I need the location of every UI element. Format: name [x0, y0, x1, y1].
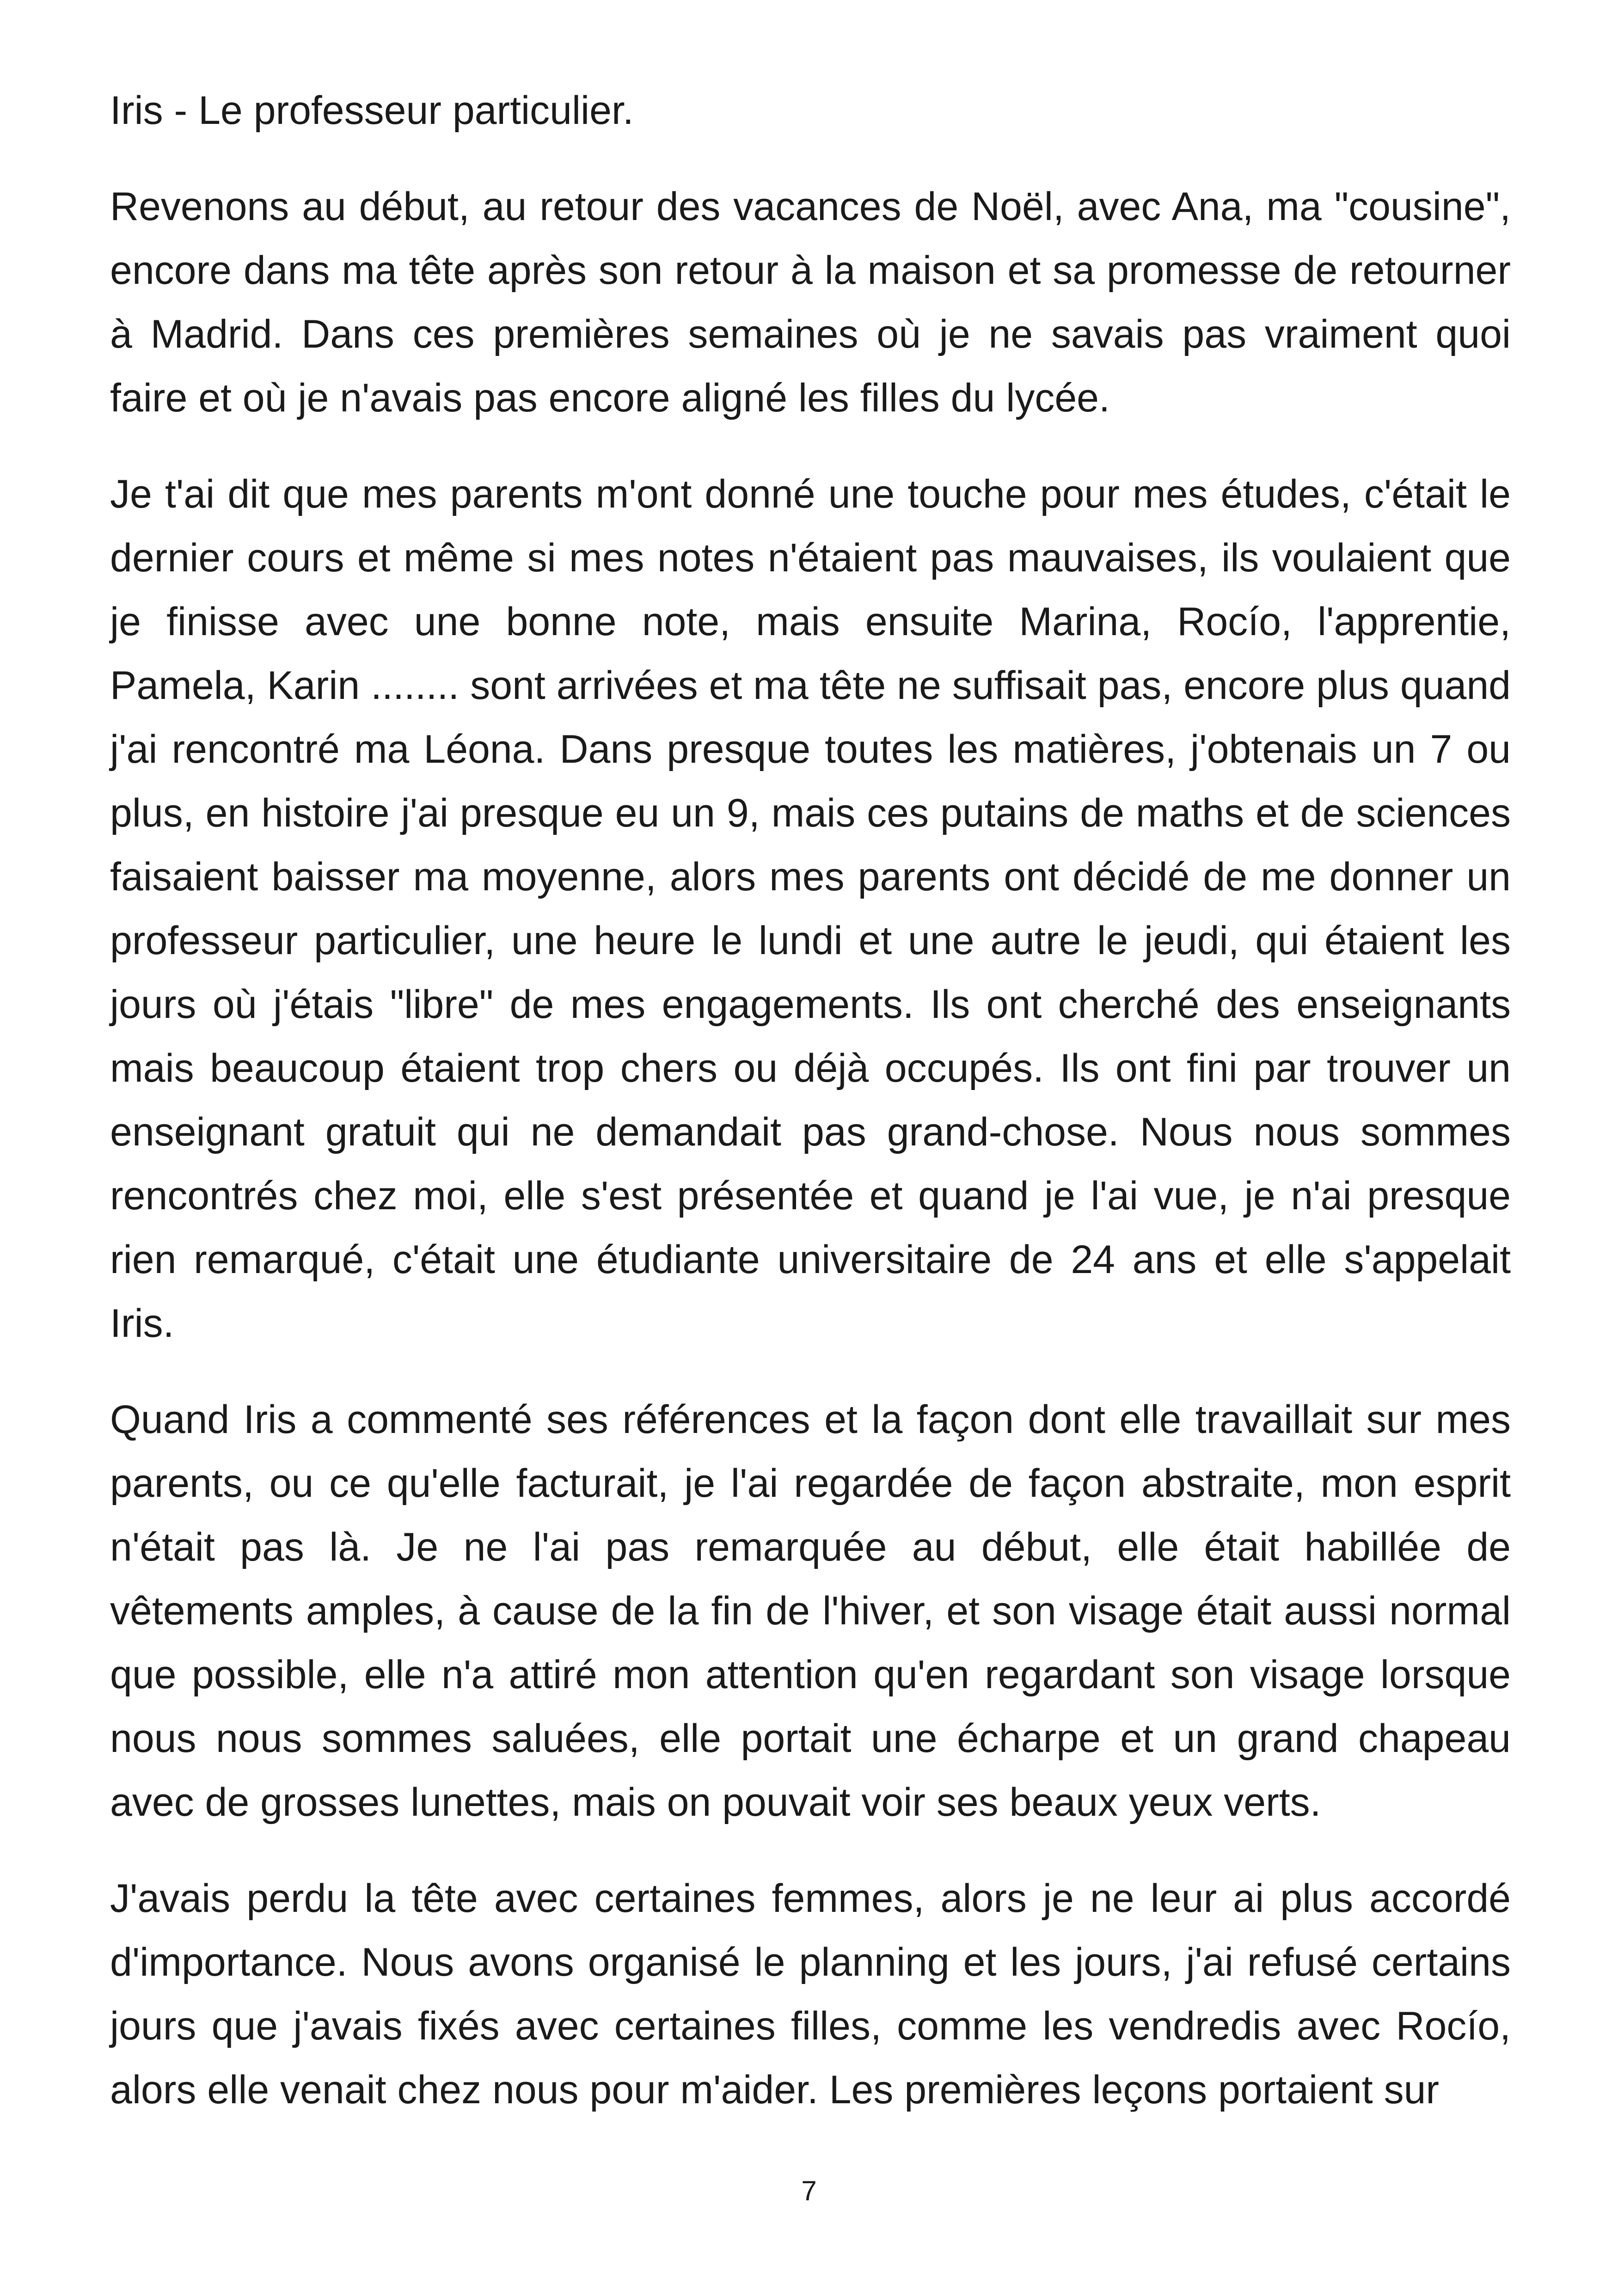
- page-number: 7: [801, 2175, 817, 2206]
- chapter-title: Iris - Le professeur particulier.: [110, 88, 634, 133]
- document-body: [110, 79, 1511, 2154]
- paragraph-2: Je t'ai dit que mes parents m'ont donné une touche pour mes études, c'était le dernier cours et même si mes notes n'étaient pas mauvaises, ils voulaient que je finisse avec une bonne note, mais ensuite Marina, Rocío, l'apprentie, Pamela, Karin ........ sont arrivées et ma tête ne suffisait pas, encore plus quand j'ai rencontré ma Léona. Dans presque toutes les matières, j'obtenais un 7 ou plus, en histoire j'ai presque eu un 9, mais ces putains de maths et de sciences faisaient baisser ma moyenne, alors mes parents ont décidé de me donner un professeur particulier, une heure le lundi et une autre le jeudi, qui étaient les jours où j'étais "libre" de mes engagements. Ils ont cherché des enseignants mais beaucoup étaient trop chers ou déjà occupés. Ils ont fini par trouver un enseignant gratuit qui ne demandait pas grand-chose. Nous nous sommes rencontrés chez moi, elle s'est présentée et quand je l'ai vue, je n'ai presque rien remarqué, c'était une étudiante universitaire de 24 ans et elle s'appelait Iris.: [110, 472, 1511, 1346]
- paragraph-4: J'avais perdu la tête avec certaines femmes, alors je ne leur ai plus accordé d'importance. Nous avons organisé le planning et les jours, j'ai refusé certains jours que j'avais fixés avec certaines filles, comme les vendredis avec Rocío, alors elle venait chez nous pour m'aider. Les premières leçons portaient sur: [110, 1876, 1511, 2112]
- paragraph-1: Revenons au début, au retour des vacances de Noël, avec Ana, ma "cousine", encore dans ma tête après son retour à la maison et sa promesse de retourner à Madrid. Dans ces premières semaines où je ne savais pas vraiment quoi faire et où je n'avais pas encore aligné les filles du lycée.: [110, 184, 1511, 420]
- paragraph-3: Quand Iris a commenté ses références et la façon dont elle travaillait sur mes parents, ou ce qu'elle facturait, je l'ai regardée de façon abstraite, mon esprit n'était pas là. Je ne l'ai pas remarquée au début, elle était habillée de vêtements amples, à cause de la fin de l'hiver, et son visage était aussi normal que possible, elle n'a attiré mon attention qu'en regardant son visage lorsque nous nous sommes saluées, elle portait une écharpe et un grand chapeau avec de grosses lunettes, mais on pouvait voir ses beaux yeux verts.: [110, 1397, 1511, 1825]
